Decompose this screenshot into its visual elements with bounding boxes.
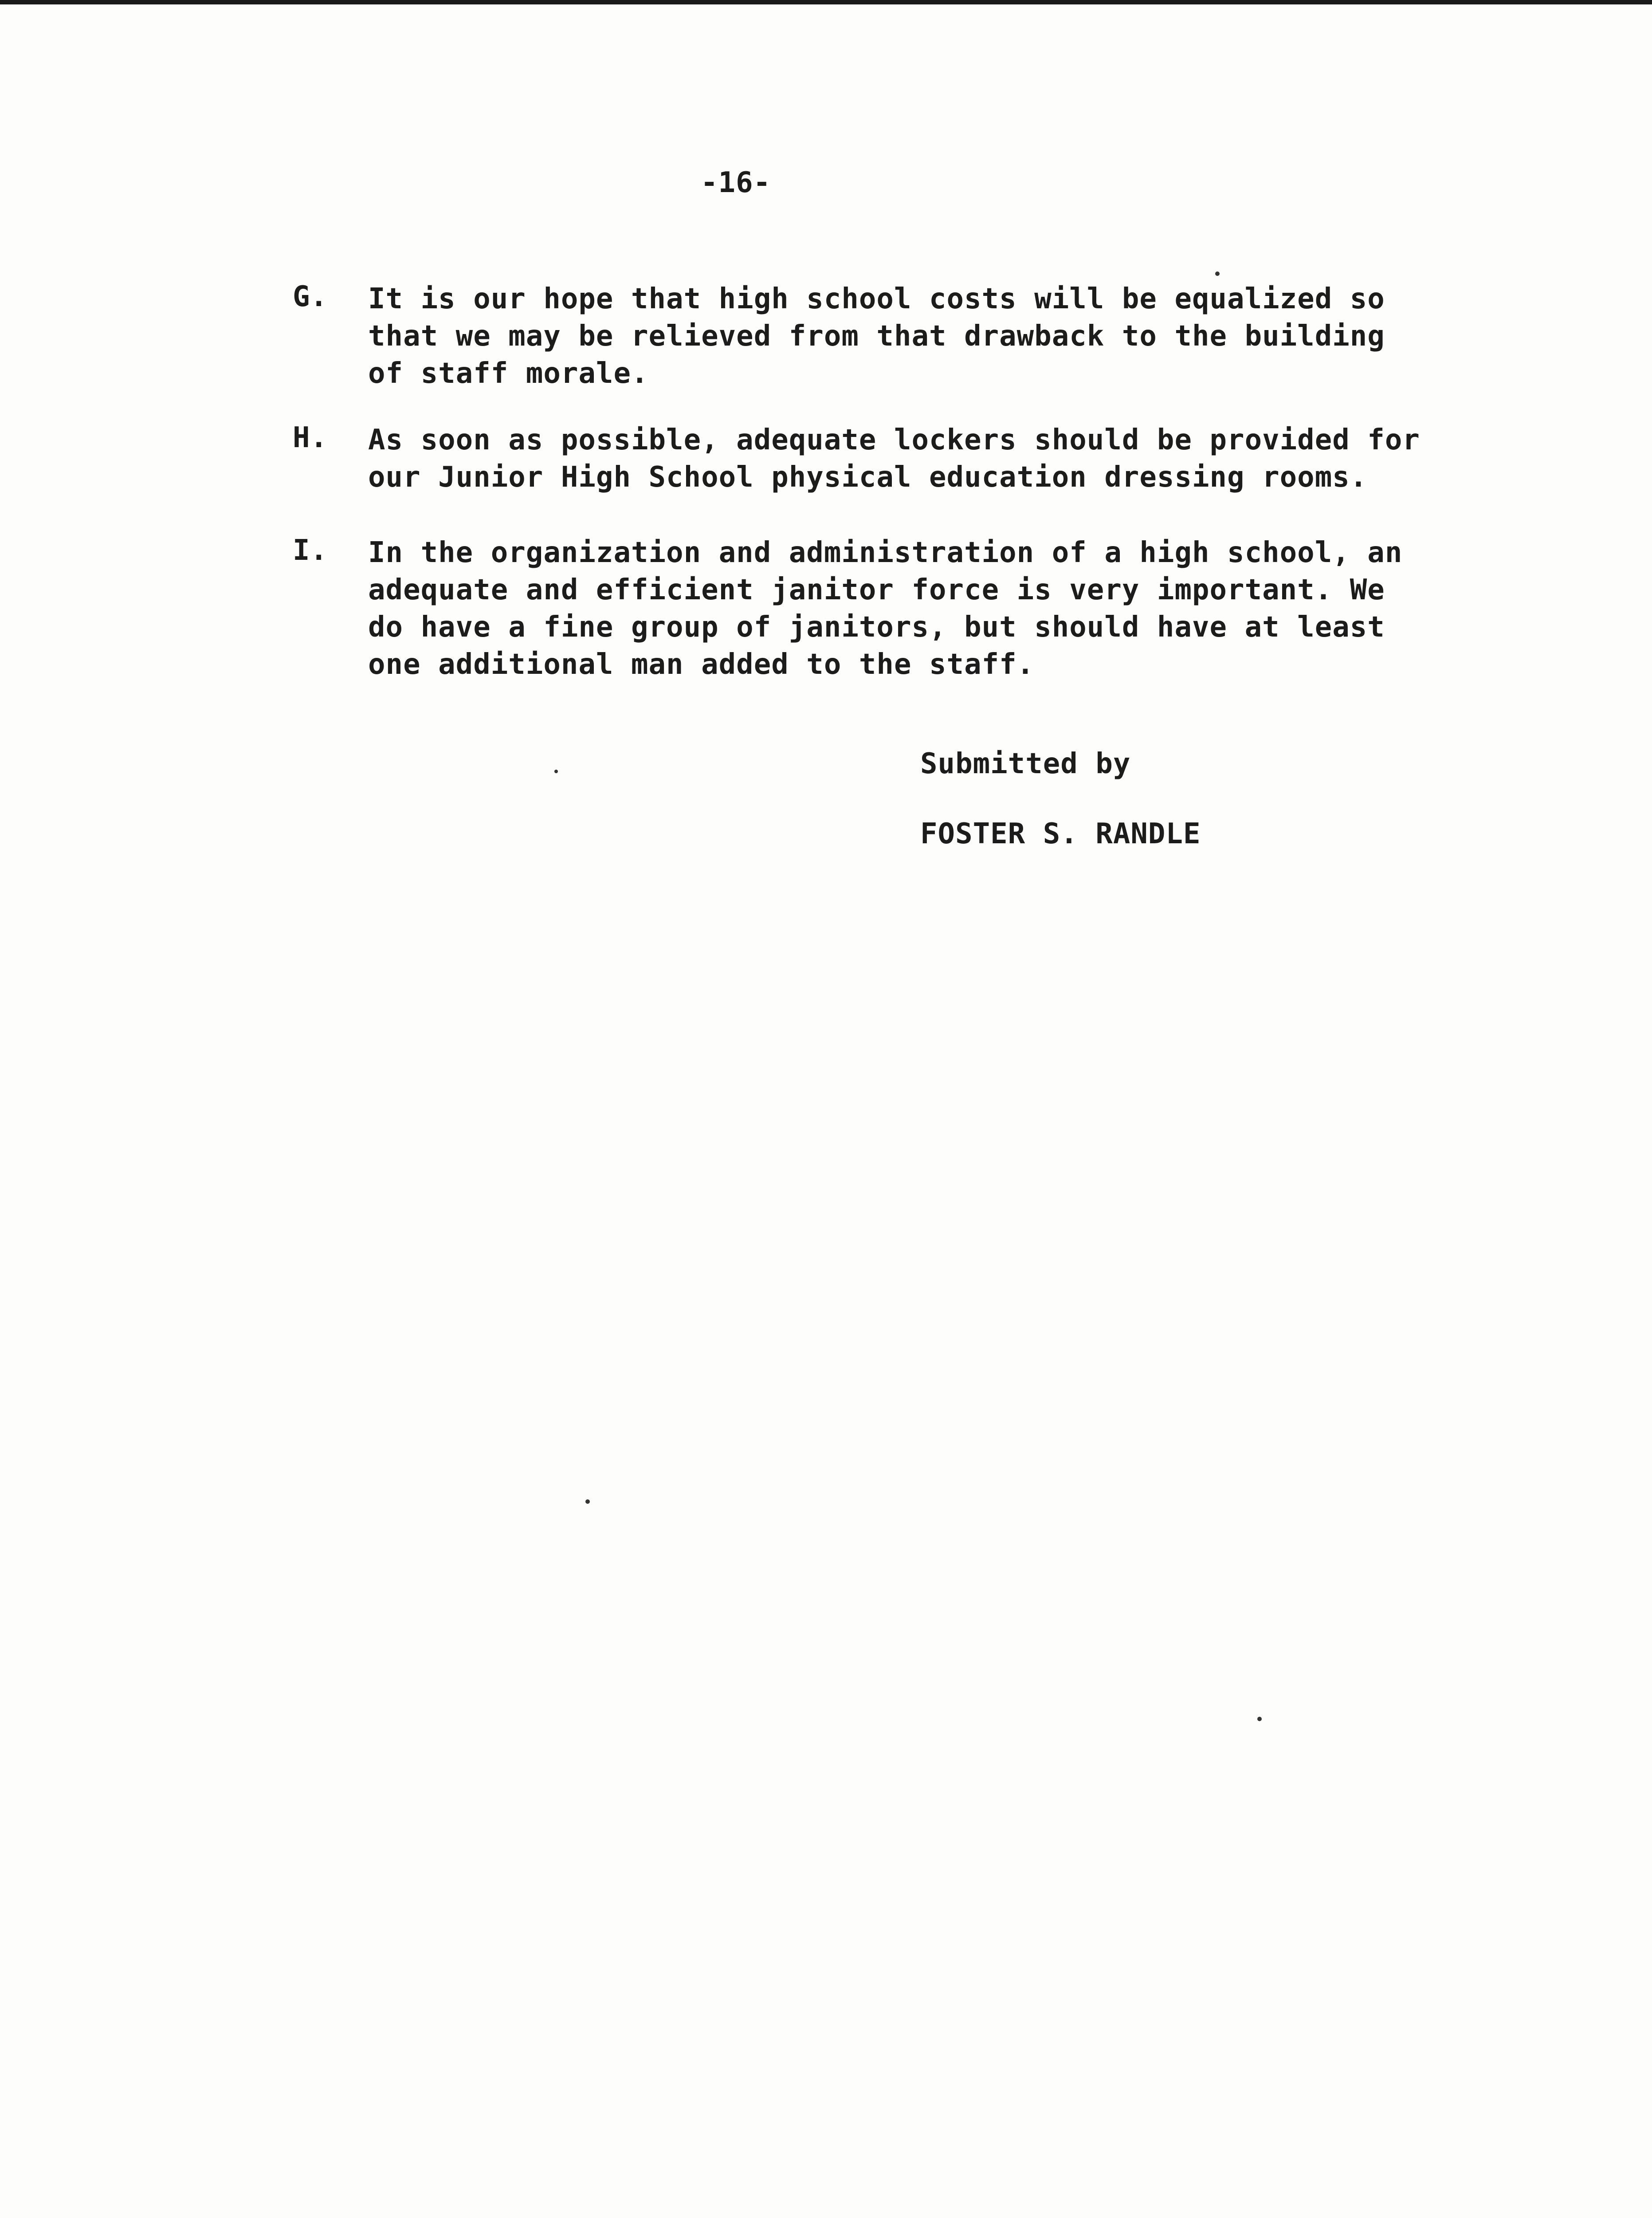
submitted-by-label: Submitted by bbox=[920, 747, 1131, 780]
item-line: do have a fine group of janitors, but should have at least bbox=[368, 611, 1385, 644]
scan-speck bbox=[554, 770, 558, 773]
item-letter: H. bbox=[293, 421, 328, 454]
item-line: In the organization and administration of a high school, an bbox=[368, 536, 1403, 569]
item-line: our Junior High School physical education dressing rooms. bbox=[368, 461, 1368, 494]
item-line: It is our hope that high school costs will be equalized so bbox=[368, 283, 1385, 315]
scan-speck bbox=[1257, 1717, 1262, 1721]
item-letter: G. bbox=[293, 280, 328, 313]
item-line: As soon as possible, adequate lockers should be provided for bbox=[368, 424, 1420, 456]
item-text bbox=[368, 534, 1521, 683]
scan-top-edge bbox=[0, 0, 1652, 4]
item-line: one additional man added to the staff. bbox=[368, 648, 1035, 681]
item-text bbox=[368, 421, 1521, 496]
page-number: -16- bbox=[701, 166, 771, 199]
scan-speck bbox=[585, 1499, 590, 1504]
item-text bbox=[368, 280, 1521, 392]
item-line: that we may be relieved from that drawback to the building bbox=[368, 320, 1385, 353]
item-line: adequate and efficient janitor force is very important. We bbox=[368, 574, 1385, 606]
signer-name: FOSTER S. RANDLE bbox=[920, 818, 1201, 850]
item-letter: I. bbox=[293, 534, 328, 567]
item-line: of staff morale. bbox=[368, 357, 649, 390]
scan-speck bbox=[1215, 271, 1220, 276]
